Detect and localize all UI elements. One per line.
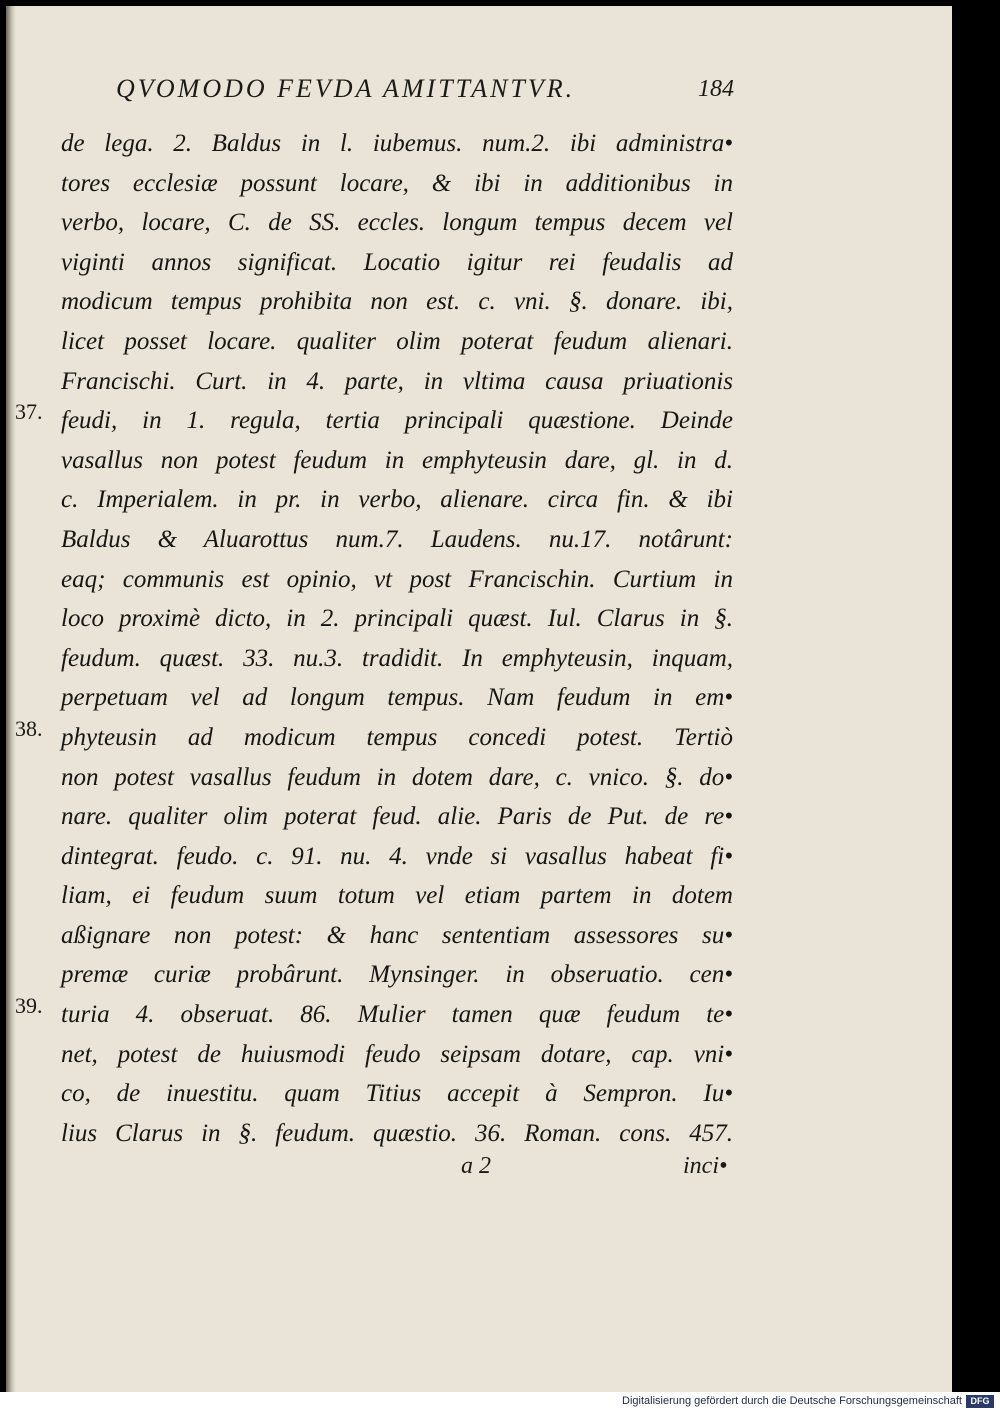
- text-line: licet posset locare. qualiter olim poterat feudum alienari.: [61, 327, 733, 355]
- text-line: feudum. quæst. 33. nu.3. tradidit. In emphyteusin, inquam,: [61, 644, 733, 672]
- catchword: inci•: [683, 1153, 728, 1179]
- text-line: co, de inuestitu. quam Titius accepit à Sempron. Iu•: [61, 1080, 733, 1108]
- text-line: Baldus & Aluarottus num.7. Laudens. nu.17. notârunt:: [61, 525, 733, 553]
- text-line: feudi, in 1. regula, tertia principali quæstione. Deinde: [61, 407, 733, 435]
- body-text: [61, 124, 733, 1153]
- margin-number-37: 37.: [15, 399, 43, 424]
- footer-credit: Digitalisierung gefördert durch die Deutsche Forschungsgemeinschaft: [622, 1395, 962, 1407]
- text-line: c. Imperialem. in pr. in verbo, alienare. circa fin. & ibi: [61, 486, 733, 514]
- book-gutter-shadow: [6, 6, 16, 1392]
- text-line: vasallus non potest feudum in emphyteusin dare, gl. in d.: [61, 446, 733, 474]
- text-line: modicum tempus prohibita non est. c. vni. §. donare. ibi,: [61, 288, 733, 316]
- dfg-logo: DFG: [966, 1395, 994, 1408]
- running-head: QVOMODO FEVDA AMITTANTVR.: [116, 74, 576, 103]
- text-line: lius Clarus in §. feudum. quæstio. 36. Roman. cons. 457.: [61, 1119, 733, 1147]
- text-line: aßignare non potest: & hanc sententiam assessores su•: [61, 921, 733, 949]
- page-number: 184: [698, 76, 734, 102]
- signature-mark: a 2: [461, 1153, 491, 1179]
- book-page: [6, 6, 952, 1392]
- text-line: phyteusin ad modicum tempus concedi potest. Tertiò: [61, 723, 733, 751]
- text-line: liam, ei feudum suum totum vel etiam partem in dotem: [61, 882, 733, 910]
- text-line: de lega. 2. Baldus in l. iubemus. num.2. ibi administra•: [61, 130, 733, 157]
- margin-number-38: 38.: [15, 716, 43, 741]
- text-line: viginti annos significat. Locatio igitur rei feudalis ad: [61, 248, 733, 276]
- scan-border: [952, 6, 1000, 1392]
- text-line: eaq; communis est opinio, vt post Francischin. Curtium in: [61, 565, 733, 593]
- text-line: loco proximè dicto, in 2. principali quæst. Iul. Clarus in §.: [61, 605, 733, 633]
- margin-number-39: 39.: [15, 993, 43, 1018]
- text-line: tores ecclesiæ possunt locare, & ibi in additionibus in: [61, 169, 733, 197]
- text-line: net, potest de huiusmodi feudo seipsam dotare, cap. vni•: [61, 1040, 733, 1068]
- text-line: perpetuam vel ad longum tempus. Nam feudum in em•: [61, 684, 733, 712]
- text-line: Francischi. Curt. in 4. parte, in vltima causa priuationis: [61, 367, 733, 395]
- text-line: premæ curiæ probârunt. Mynsinger. in obseruatio. cen•: [61, 961, 733, 989]
- text-line: dintegrat. feudo. c. 91. nu. 4. vnde si vasallus habeat fi•: [61, 842, 733, 870]
- text-line: verbo, locare, C. de SS. eccles. longum tempus decem vel: [61, 209, 733, 237]
- page-header: [116, 74, 736, 110]
- text-line: nare. qualiter olim poterat feud. alie. Paris de Put. de re•: [61, 803, 733, 831]
- text-line: non potest vasallus feudum in dotem dare, c. vnico. §. do•: [61, 763, 733, 791]
- text-line: turia 4. obseruat. 86. Mulier tamen quæ feudum te•: [61, 1001, 733, 1029]
- footer-bar: [0, 1392, 1000, 1412]
